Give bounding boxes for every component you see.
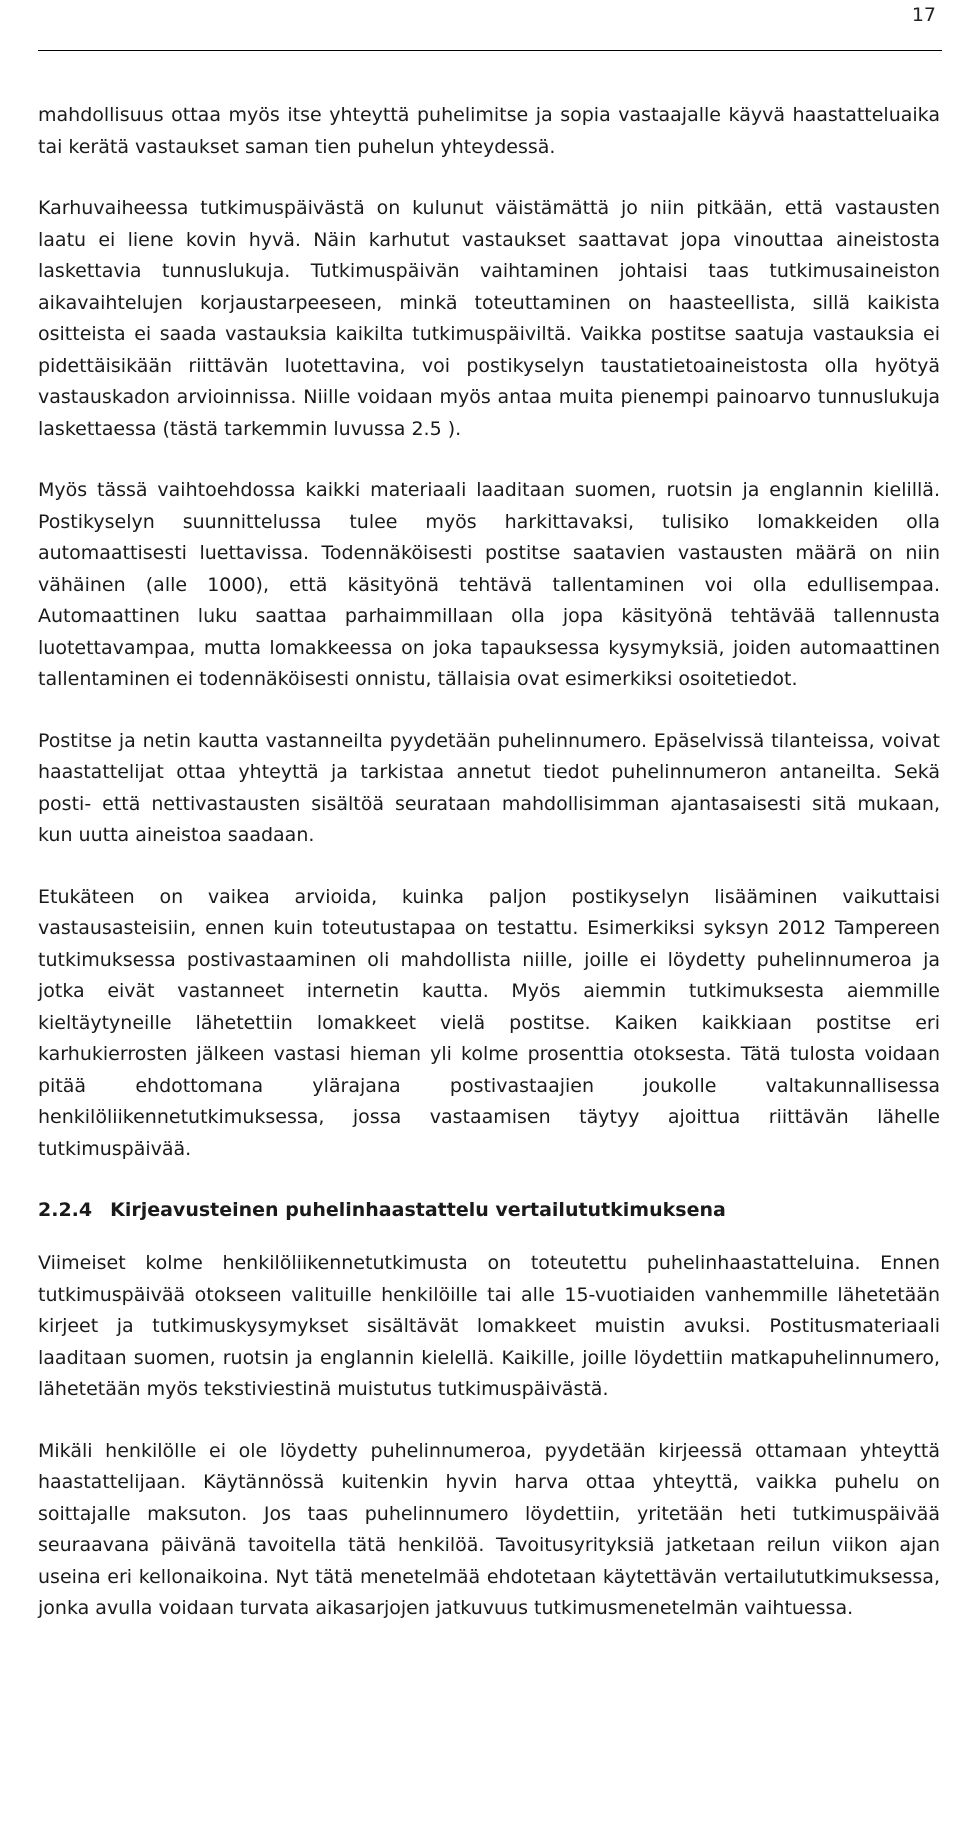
paragraph: mahdollisuus ottaa myös itse yhteyttä puhelimitse ja sopia vastaajalle käyvä haastatteluaika tai kerätä vastaukset saman tien puhelun yhteydessä. <box>38 104 940 158</box>
section-title: Kirjeavusteinen puhelinhaastattelu vertailututkimuksena <box>110 1199 726 1221</box>
page-content <box>38 100 940 1655</box>
page-number: 17 <box>911 4 936 26</box>
paragraph: Etukäteen on vaikea arvioida, kuinka paljon postikyselyn lisääminen vaikuttaisi vastausasteisiin, ennen kuin toteutustapaa on testattu. Esimerkiksi syksyn 2012 Tampereen tutkimuksessa postivastaaminen oli mahdollista niille, joille ei löydetty puhelinnumeroa ja jotka eivät vastanneet internetin kautta. Myös aiemmin tutkimuksesta aiemmille kieltäytyneille lähetettiin lomakkeet vielä postitse. Kaiken kaikkiaan postitse eri karhukierrosten jälkeen vastasi hieman yli kolme prosenttia otoksesta. Tätä tulosta voidaan pitää ehdottomana ylärajana postivastaajien joukolle valtakunnallisessa henkilöliikennetutkimuksessa, jossa vastaamisen täytyy ajoittua riittävän lähelle tutkimuspäivää. <box>38 885 940 1160</box>
section-number: 2.2.4 <box>38 1199 93 1221</box>
paragraph: Viimeiset kolme henkilöliikennetutkimusta on toteutettu puhelinhaastatteluina. Ennen tutkimuspäivää otokseen valituille henkilöille tai alle 15-vuotiaiden vanhemmille lähetetään kirjeet ja tutkimuskysymykset sisältävät lomakkeet muistin avuksi. Postitusmateriaali laaditaan suomen, ruotsin ja englannin kielellä. Kaikille, joille löydettiin matkapuhelinnumero, lähetetään myös tekstiviestinä muistutus tutkimuspäivästä. <box>38 1252 940 1400</box>
paragraph: Karhuvaiheessa tutkimuspäivästä on kulunut väistämättä jo niin pitkään, että vastausten laatu ei liene kovin hyvä. Näin karhutut vastaukset saattavat jopa vinouttaa aineistosta laskettavia tunnuslukuja. Tutkimuspäivän vaihtaminen johtaisi taas tutkimusaineiston aikavaihtelujen korjaustarpeeseen, minkä toteuttaminen on haasteellista, sillä kaikista ositteista ei saada vastauksia kaikilta tutkimuspäiviltä. Vaikka postitse saatuja vastauksia ei pidettäisikään riittävän luotettavina, voi postikyselyn taustatietoaineistosta olla hyötyä vastauskadon arvioinnissa. Niille voidaan myös antaa muita pienempi painoarvo tunnuslukuja laskettaessa (tästä tarkemmin luvussa 2.5 ). <box>38 197 940 440</box>
paragraph: Postitse ja netin kautta vastanneilta pyydetään puhelinnumero. Epäselvissä tilanteissa, voivat haastattelijat ottaa yhteyttä ja tarkistaa annetut tiedot puhelinnumeron antaneilta. Sekä posti- että nettivastausten sisältöä seurataan mahdollisimman ajantasaisesti sitä mukaan, kun uutta aineistoa saadaan. <box>38 729 940 846</box>
section-heading <box>38 1195 940 1226</box>
paragraph: Myös tässä vaihtoehdossa kaikki materiaali laaditaan suomen, ruotsin ja englannin kielillä. Postikyselyn suunnittelussa tulee myös harkittavaksi, tulisiko lomakkeiden olla automaattisesti luettavissa. Todennäköisesti postitse saatavien vastausten määrä on niin vähäinen (alle 1000), että käsityönä tehtävä tallentaminen voi olla edullisempaa. Automaattinen luku saattaa parhaimmillaan olla jopa käsityönä tehtävää tallennusta luotettavampaa, mutta lomakkeessa on joka tapauksessa kysymyksiä, joiden automaattinen tallentaminen ei todennäköisesti onnistu, tällaisia ovat esimerkiksi osoitetiedot. <box>38 479 940 690</box>
paragraph: Mikäli henkilölle ei ole löydetty puhelinnumeroa, pyydetään kirjeessä ottamaan yhteyttä haastattelijaan. Käytännössä kuitenkin hyvin harva ottaa yhteyttä, vaikka puhelu on soittajalle maksuton. Jos taas puhelinnumero löydettiin, yritetään heti tutkimuspäivää seuraavana päivänä tavoitella tätä henkilöä. Tavoitusyrityksiä jatketaan reilun viikon ajan useina eri kellonaikoina. Nyt tätä menetelmää ehdotetaan käytettävän vertailututkimuksessa, jonka avulla voidaan turvata aikasarjojen jatkuvuus tutkimusmenetelmän vaihtuessa. <box>38 1439 940 1619</box>
header-rule <box>38 50 942 51</box>
